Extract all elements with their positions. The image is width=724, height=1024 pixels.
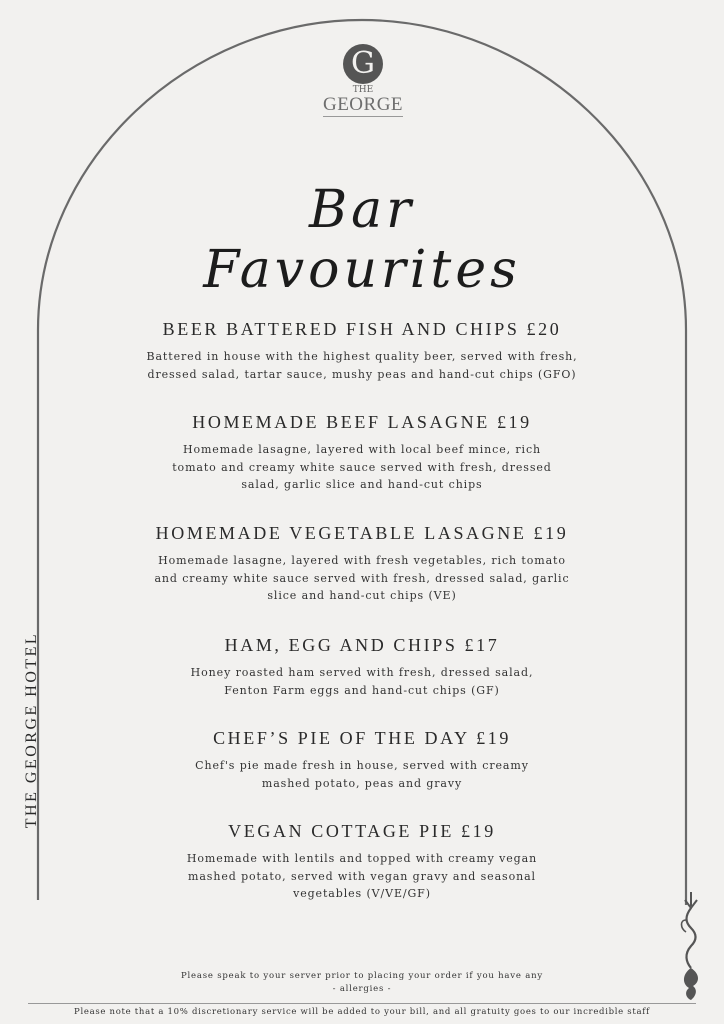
- menu-item: [112, 318, 612, 383]
- ornament-icon: [676, 892, 706, 1002]
- logo-name: GEORGE: [322, 94, 404, 115]
- menu-item-name: HAM, EGG AND CHIPS £17: [224, 635, 500, 655]
- menu-item-name: VEGAN COTTAGE PIE £19: [228, 821, 496, 841]
- desc-line: vegetables (V/VE/GF): [293, 887, 431, 900]
- menu-item-description: [112, 441, 612, 494]
- side-label: THE GEORGE HOTEL: [23, 631, 40, 829]
- desc-line: Honey roasted ham served with fresh, dressed salad,: [190, 666, 534, 679]
- allergy-line: Please speak to your server prior to placing your order if you have any: [181, 971, 543, 981]
- menu-item-name: CHEF’S PIE OF THE DAY £19: [213, 728, 511, 748]
- desc-line: Battered in house with the highest quality beer, served with fresh,: [146, 350, 578, 363]
- menu-item: [112, 634, 612, 699]
- desc-line: Homemade lasagne, layered with local beef mince, rich: [182, 443, 542, 456]
- allergy-line: - allergies -: [332, 984, 392, 994]
- logo-the: THE: [352, 85, 374, 95]
- desc-line: Homemade with lentils and topped with creamy vegan: [186, 852, 538, 865]
- menu-item-description: [112, 664, 612, 699]
- menu-item-name: HOMEMADE BEEF LASAGNE £19: [192, 412, 532, 432]
- menu-item: [112, 411, 612, 494]
- page-title: Bar Favourites: [203, 180, 521, 300]
- desc-line: Fenton Farm eggs and hand-cut chips (GF): [224, 683, 500, 697]
- desc-line: dressed salad, tartar sauce, mushy peas and hand-cut chips (GFO): [147, 367, 577, 381]
- desc-line: tomato and creamy white sauce served with fresh, dressed: [172, 460, 552, 474]
- desc-line: Homemade lasagne, layered with fresh vegetables, rich tomato: [158, 554, 566, 567]
- logo: [313, 44, 413, 117]
- menu-item-description: [112, 552, 612, 605]
- allergy-notice: [130, 969, 594, 995]
- logo-monogram: G: [343, 44, 383, 84]
- desc-line: Chef's pie made fresh in house, served with creamy: [195, 759, 529, 772]
- desc-line: and creamy white sauce served with fresh, dressed salad, garlic: [154, 571, 570, 585]
- service-charge-note: Please note that a 10% discretionary service will be added to your bill, and all gratuity goes to our incredible staff: [74, 1007, 650, 1017]
- menu-item-description: [112, 757, 612, 792]
- menu-item-name: BEER BATTERED FISH AND CHIPS £20: [162, 319, 562, 339]
- menu-item-description: [112, 348, 612, 383]
- menu-item-name: HOMEMADE VEGETABLE LASAGNE £19: [155, 523, 569, 543]
- footer-divider: [28, 1003, 696, 1004]
- desc-line: mashed potato, peas and gravy: [261, 776, 463, 790]
- menu-item: [112, 522, 612, 605]
- menu-item-description: [112, 850, 612, 903]
- menu-item: [112, 727, 612, 792]
- desc-line: slice and hand-cut chips (VE): [267, 589, 457, 602]
- menu-item: [112, 820, 612, 903]
- desc-line: mashed potato, served with vegan gravy and seasonal: [188, 869, 536, 883]
- desc-line: salad, garlic slice and hand-cut chips: [241, 478, 483, 491]
